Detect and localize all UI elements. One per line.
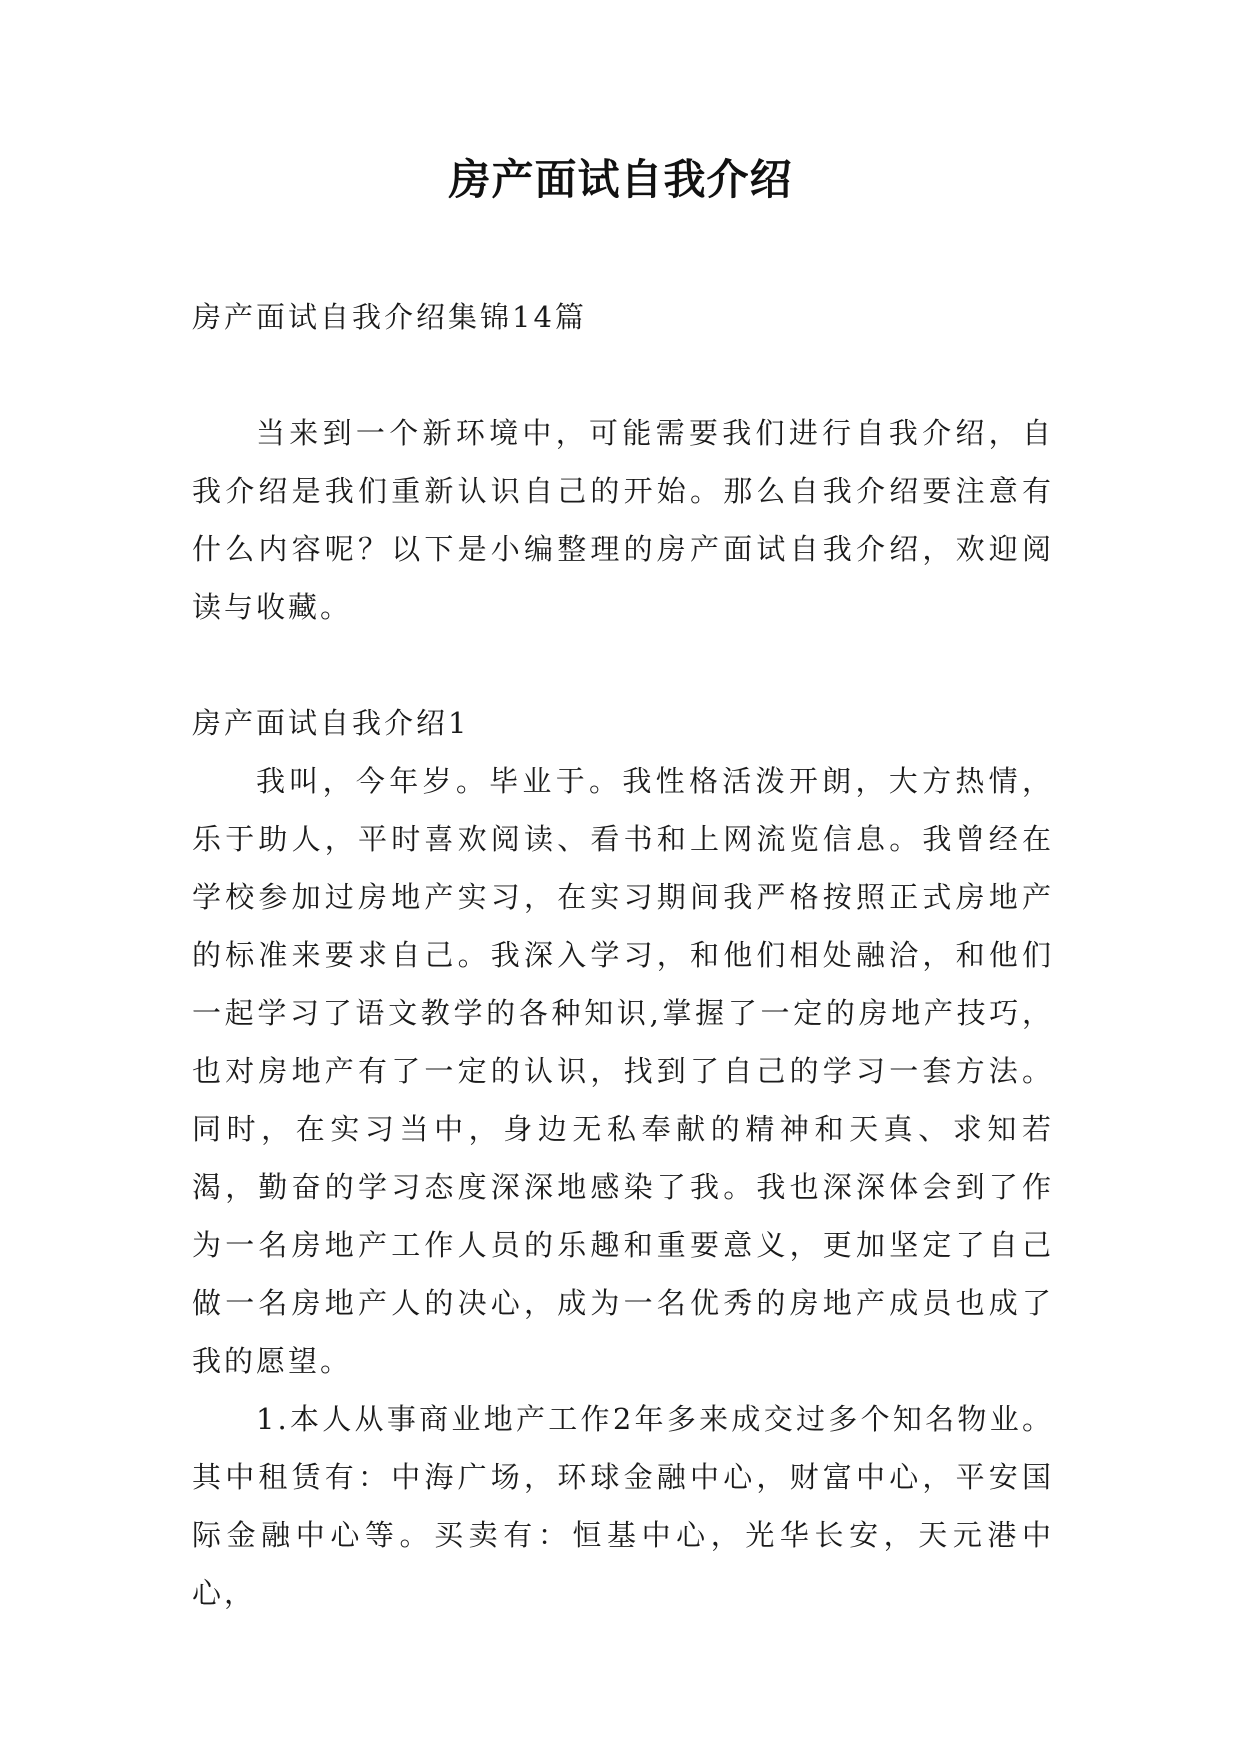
document-subtitle: 房产面试自我介绍集锦14篇: [192, 300, 587, 334]
body-paragraph: 1.本人从事商业地产工作2年多来成交过多个知名物业。其中租赁有：中海广场，环球金融中心，财富中心，平安国际金融中心等。买卖有：恒基中心，光华长安，天元港中心，: [192, 1402, 1054, 1610]
document-title: 房产面试自我介绍: [448, 155, 793, 204]
intro-paragraph: 当来到一个新环境中，可能需要我们进行自我介绍，自我介绍是我们重新认识自己的开始。那么自我介绍要注意有什么内容呢？以下是小编整理的房产面试自我介绍，欢迎阅读与收藏。: [192, 416, 1054, 624]
section-heading: 房产面试自我介绍1: [192, 706, 470, 740]
document-body: [192, 288, 1054, 1622]
body-paragraph: 我叫，今年岁。毕业于。我性格活泼开朗，大方热情，乐于助人，平时喜欢阅读、看书和上网流览信息。我曾经在学校参加过房地产实习，在实习期间我严格按照正式房地产的标准来要求自己。我深入学习，和他们相处融洽，和他们一起学习了语文教学的各种知识,掌握了一定的房地产技巧，也对房地产有了一定的认识，找到了自己的学习一套方法。同时，在实习当中，身边无私奉献的精神和天真、求知若渴，勤奋的学习态度深深地感染了我。我也深深体会到了作为一名房地产工作人员的乐趣和重要意义，更加坚定了自己做一名房地产人的决心，成为一名优秀的房地产成员也成了我的愿望。: [192, 764, 1054, 1378]
